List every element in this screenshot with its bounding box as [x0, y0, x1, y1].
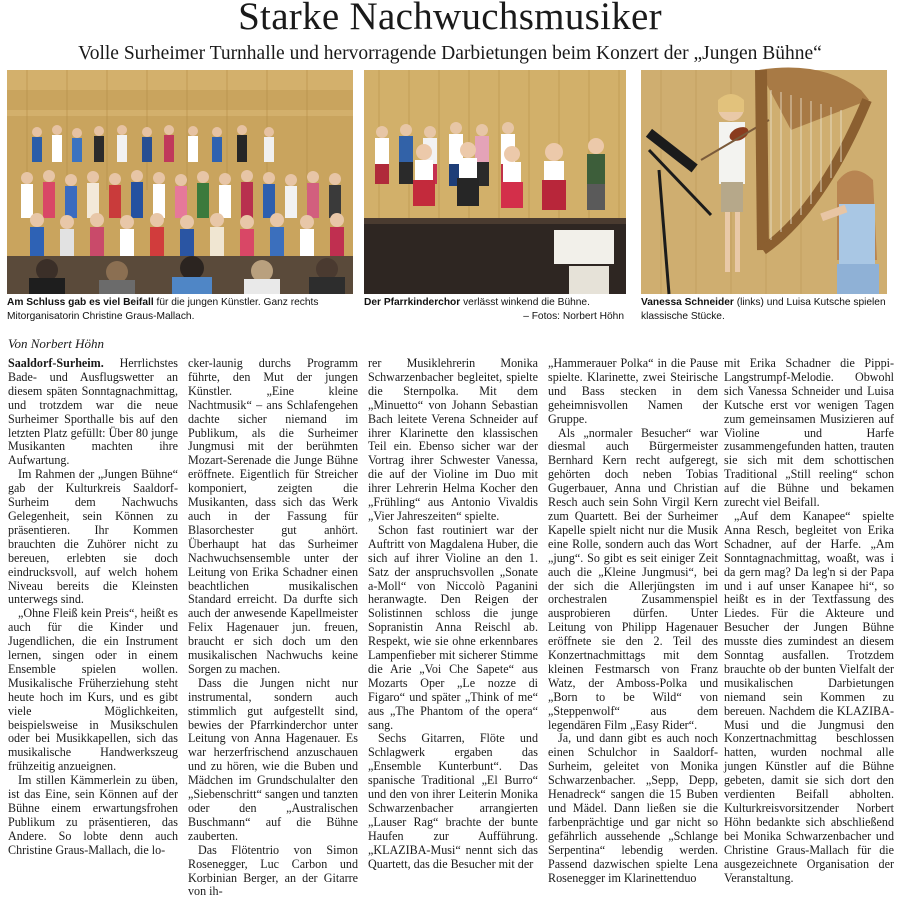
caption-photo-2: Der Pfarrkinderchor verlässt winkend die Bühne. – Fotos: Norbert Höhn: [364, 296, 628, 324]
byline: Von Norbert Höhn: [8, 336, 105, 351]
caption-photo-1: Am Schluss gab es viel Beifall für die jungen Künstler. Ganz rechts Mitorganisatorin Christine Graus-Mallach.: [7, 297, 319, 322]
photo-childrens-choir: [364, 70, 626, 294]
photo-final-applause: [7, 70, 353, 294]
dateline: Saaldorf-Surheim.: [8, 356, 104, 370]
caption-photo-3: Vanessa Schneider (links) und Luisa Kutsche spielen klassische Stücke.: [641, 297, 886, 322]
photo-violin-harp: [641, 70, 887, 294]
article-column-4: „Hammerauer Polka“ in die Pause spielte. Klarinette, zwei Steirische und Bass stecken in dem geheimnisvollen Namen der Gruppe. Als „normaler Besucher“ war diesmal auch Bürgermeister Bernhard Kern recht aufgeregt, gehörten doch neben Tobias Gugerbauer, Anna und Christian Resch auch sein Sohn Virgil Kern zum Quartett. Bei der Surheimer Kapelle spielt nicht nur die Musik eine Rolle, sondern auch das Wort „jung“. So gibt es seit einiger Zeit auch die „Kleine Jungmusi“, bei der sich die Allerjüngsten im orchestralen Zusammenspiel ausprobieren dürfen. Unter Leitung von Philipp Hagenauer eröffnete sie den 2. Teil des Konzertnachmittags mit dem kleinen Festmarsch von Franz Watz, der Amboss-Polka und „Born to be Wild“ von „Steppenwolf“ aus dem legendären Film „Easy Rider“. Ja, und dann gibt es auch noch einen Schulchor in Saaldorf-Surheim, geleitet von Monika Schwarzenbacher. „Sepp, Depp, Henadreck“ sangen die 15 Buben und Mädel. Dann ließen sie die farbenprächtige und gar nicht so gefährlich aussehende „Schlange Serpentina“ lebendig werden. Passend dazwischen spielte Lena Rosenegger im Klarinettenduo: [548, 356, 718, 885]
headline: Starke Nachwuchsmusiker: [238, 0, 662, 38]
photo-credit: – Fotos: Norbert Höhn: [523, 311, 624, 322]
article-column-1: Saaldorf-Surheim. Herrlichstes Bade- und Ausflugswetter an diesem späten Sonntagnachmittag, und trotzdem war die neue Surheimer Sporthalle bis auf den letzten Platz gefüllt: Über 80 junge Musikanten machten ihre Aufwartung. Im Rahmen der „Jungen Bühne“ gab der Kulturkreis Saaldorf-Surheim dem Nachwuchs Gelegenheit, sein Können zu präsentieren. Ihr Kommen brauchten die Zuhörer nicht zu bereuen, erlebten sie doch eindrucksvoll, auf welch hohem Niveau bereits die Kleinsten unterwegs sind. „Ohne Fleiß kein Preis“, heißt es auch für die Kinder und Jugendlichen, die ein Instrument lernen, singen oder in einem Ensemble spielen wollen. Musikalische Früherziehung steht heute hoch im Kurs, und es gibt viele Möglichkeiten, beispielsweise in Musikschulen oder bei Musikkapellen, sich das musikalische Handwerkszeug frühzeitig anzueignen. Im stillen Kämmerlein zu üben, ist das Eine, sein Können auf der Bühne einem erwartungsfrohen Publikum zu präsentieren, das Andere. So lobte denn auch Christine Graus-Mallach, die lo-: [8, 356, 178, 857]
article-column-3: rer Musiklehrerin Monika Schwarzenbacher begleitet, spielte die Sternpolka. Mit dem „Minuetto“ von Johann Sebastian Bach leitete Verena Schneider auf ihrer Klarinette den klassischen Teil ein. Ebenso sicher war der Vortrag ihrer Schwester Vanessa, die auf der Violine im Duo mit ihrer Lehrerin Helma Kocher den „Frühling“ aus Antonio Vivaldis „Vier Jahreszeiten“ spielte. Schon fast routiniert war der Auftritt von Magdalena Huber, die sich auf ihrer Violine an den 1. Satz der anspruchsvollen „Sonate a-Moll“ von Niccolò Paganini heranwagte. Den Reigen der Solistinnen schloss die junge Sopranistin Anna Reischl ab. Respekt, wie sie ohne erkennbares Lampenfieber mit sicherer Stimme die Arie „Voi Che Sapete“ aus Mozarts Oper „Le nozze di Figaro“ und später „Think of me“ aus „The Phantom of the opera“ sang. Sechs Gitarren, Flöte und Schlagwerk ergaben das „Ensemble Kunterbunt“. Das spanische Traditional „El Burro“ und den von ihrer Leiterin Monika Schwarzenbacher arrangierten „Lauser Rag“ brachte der bunte Haufen zur Aufführung. „KLAZIBA-Musi“ nennt sich das Quartett, das die Besucher mit der: [368, 356, 538, 871]
article-column-5: mit Erika Schadner die Pippi-Langstrumpf-Melodie. Obwohl sich Vanessa Schneider und Luisa Kutsche erst vor wenigen Tagen zum gemeinsamen Musizieren auf Violine und Harfe zusammengefunden hatten, trauten sie sich mit dem schottischen Traditional „Still reeling“ schon auf die Bühne und bekamen zurecht viel Beifall. „Auf dem Kanapee“ spielte Anna Resch, begleitet von Erika Schadner, auf der Harfe. „Am Sonntagnachmittag, woaßt, was i da gern mag? Da leg'n si der Papa und i auf unser Kanapee hi“, so heißt es in der Textfassung des Liedes. Für die Akteure und Besucher der Jungen Bühne musste dies zumindest an diesem Sonntag ausfallen. Trotzdem brauchte ob der bunten Vielfalt der musikalischen Darbietungen niemand sein Kommen zu bereuen. Nachdem die KLAZIBA-Musi und die Jungmusi den Konzertnachmittag beschlossen hatten, wurden nochmal alle jungen Künstler auf die Bühne gebeten, damit sie sich dort den verdienten Beifall abholten. Kulturkreisvorsitzender Norbert Höhn bedankte sich abschließend bei Monika Schwarzenbacher und Christine Graus-Mallach für die ausgezeichnete Organisation der Veranstaltung.: [724, 356, 894, 885]
subheadline: Volle Surheimer Turnhalle und hervorragende Darbietungen beim Konzert der „Jungen Bühne“: [78, 43, 822, 64]
article-column-2: cker-launig durchs Programm führte, den Mut der jungen Künstler. „Eine kleine Nachtmusik“ – ans Schlafengehen dachte sicher niemand im Publikum, als die Surheimer Jungmusi mit der berühmten Mozart-Serenade die Junge Bühne eröffnete. Eigentlich für Streicher komponiert, zeigten die Musikanten, dass sich das Werk auch in der Fassung für Blasorchester gut anhört. Überhaupt hat das Surheimer Nachwuchsensemble unter der Leitung von Erika Schadner einen beachtlichen musikalischen Standard erreicht. Da durfte sich auch der anwesende Kapellmeister Felix Hagenauer jun. freuen, braucht er sich doch um den musikalischen Nachwuchs keine Sorgen zu machen. Dass die Jungen nicht nur instrumental, sondern auch stimmlich gut aufgestellt sind, bewies der Pfarrkinderchor unter Leitung von Anna Hagenauer. Es war herzerfrischend anzuschauen und zu hören, wie die Buben und Mädchen im Grundschulalter den „Siebenschritt“ sangen und tanzten oder den „Australischen Buschmann“ auf die Bühne zauberten. Das Flötentrio von Simon Rosenegger, Luc Carbon und Korbinian Berger, an der Gitarre von ih-: [188, 356, 358, 899]
